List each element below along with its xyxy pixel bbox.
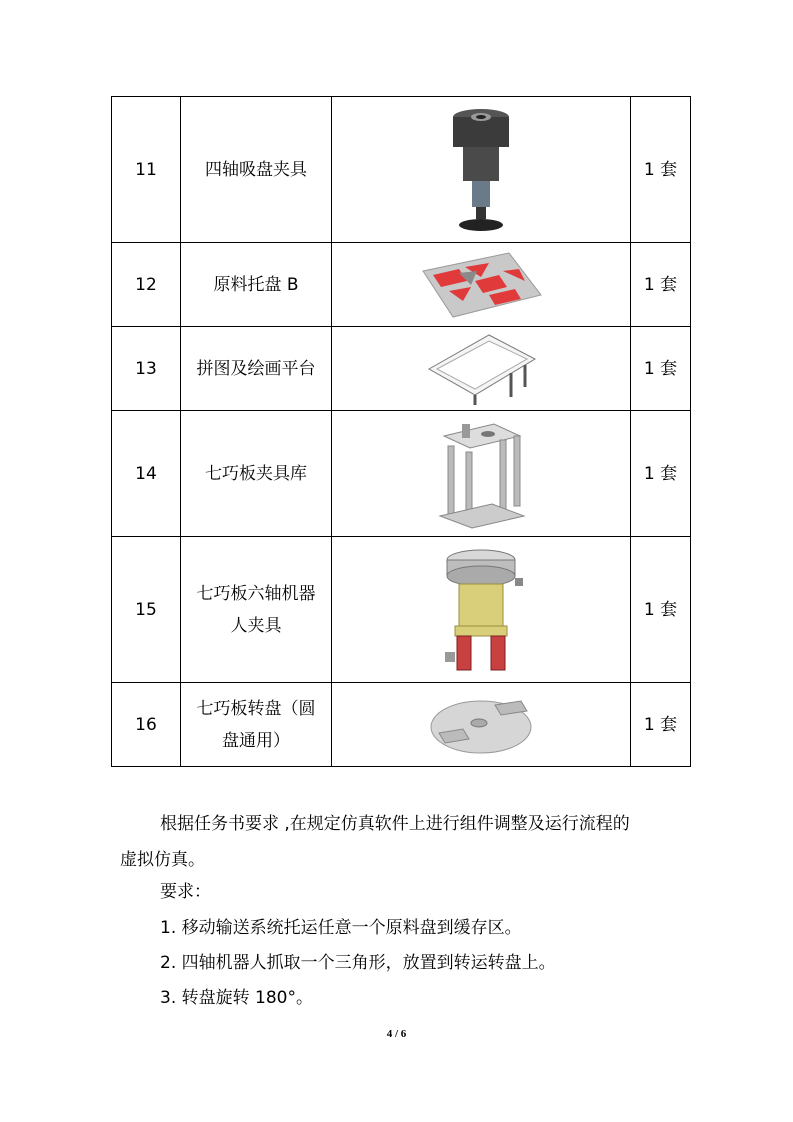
intro-line-2: 虚拟仿真。 — [120, 850, 205, 870]
table-row — [112, 537, 691, 683]
row-name: 原料托盘 B — [181, 243, 332, 327]
intro-line-1: 根据任务书要求 ,在规定仿真软件上进行组件调整及运行流程的 — [160, 814, 630, 834]
suction-gripper-image — [332, 97, 631, 243]
table-row — [112, 327, 691, 411]
material-tray-image — [332, 243, 631, 327]
row-qty: 1 套 — [631, 537, 691, 683]
requirement-3: 3. 转盘旋转 180°。 — [160, 988, 313, 1008]
row-qty: 1 套 — [631, 411, 691, 537]
requirement-2: 2. 四轴机器人抓取一个三角形，放置到转运转盘上。 — [160, 953, 556, 973]
row-name: 拼图及绘画平台 — [181, 327, 332, 411]
parts-table — [111, 96, 691, 767]
turntable-image — [332, 683, 631, 767]
row-name: 七巧板六轴机器人夹具 — [181, 537, 332, 683]
fixture-library-image — [332, 411, 631, 537]
row-qty: 1 套 — [631, 327, 691, 411]
requirements-heading: 要求： — [160, 882, 211, 902]
table-row — [112, 411, 691, 537]
row-number: 14 — [112, 411, 181, 537]
row-name: 四轴吸盘夹具 — [181, 97, 332, 243]
row-name: 七巧板夹具库 — [181, 411, 332, 537]
table-row — [112, 97, 691, 243]
row-number: 12 — [112, 243, 181, 327]
row-number: 11 — [112, 97, 181, 243]
row-number: 15 — [112, 537, 181, 683]
row-number: 16 — [112, 683, 181, 767]
requirement-1: 1. 移动输送系统托运任意一个原料盘到缓存区。 — [160, 918, 522, 938]
table-row — [112, 683, 691, 767]
row-qty: 1 套 — [631, 97, 691, 243]
row-number: 13 — [112, 327, 181, 411]
row-qty: 1 套 — [631, 683, 691, 767]
row-qty: 1 套 — [631, 243, 691, 327]
drawing-platform-image — [332, 327, 631, 411]
table-row — [112, 243, 691, 327]
six-axis-gripper-image — [332, 537, 631, 683]
row-name: 七巧板转盘（圆盘通用） — [181, 683, 332, 767]
page-number: 4 / 6 — [386, 1028, 407, 1040]
